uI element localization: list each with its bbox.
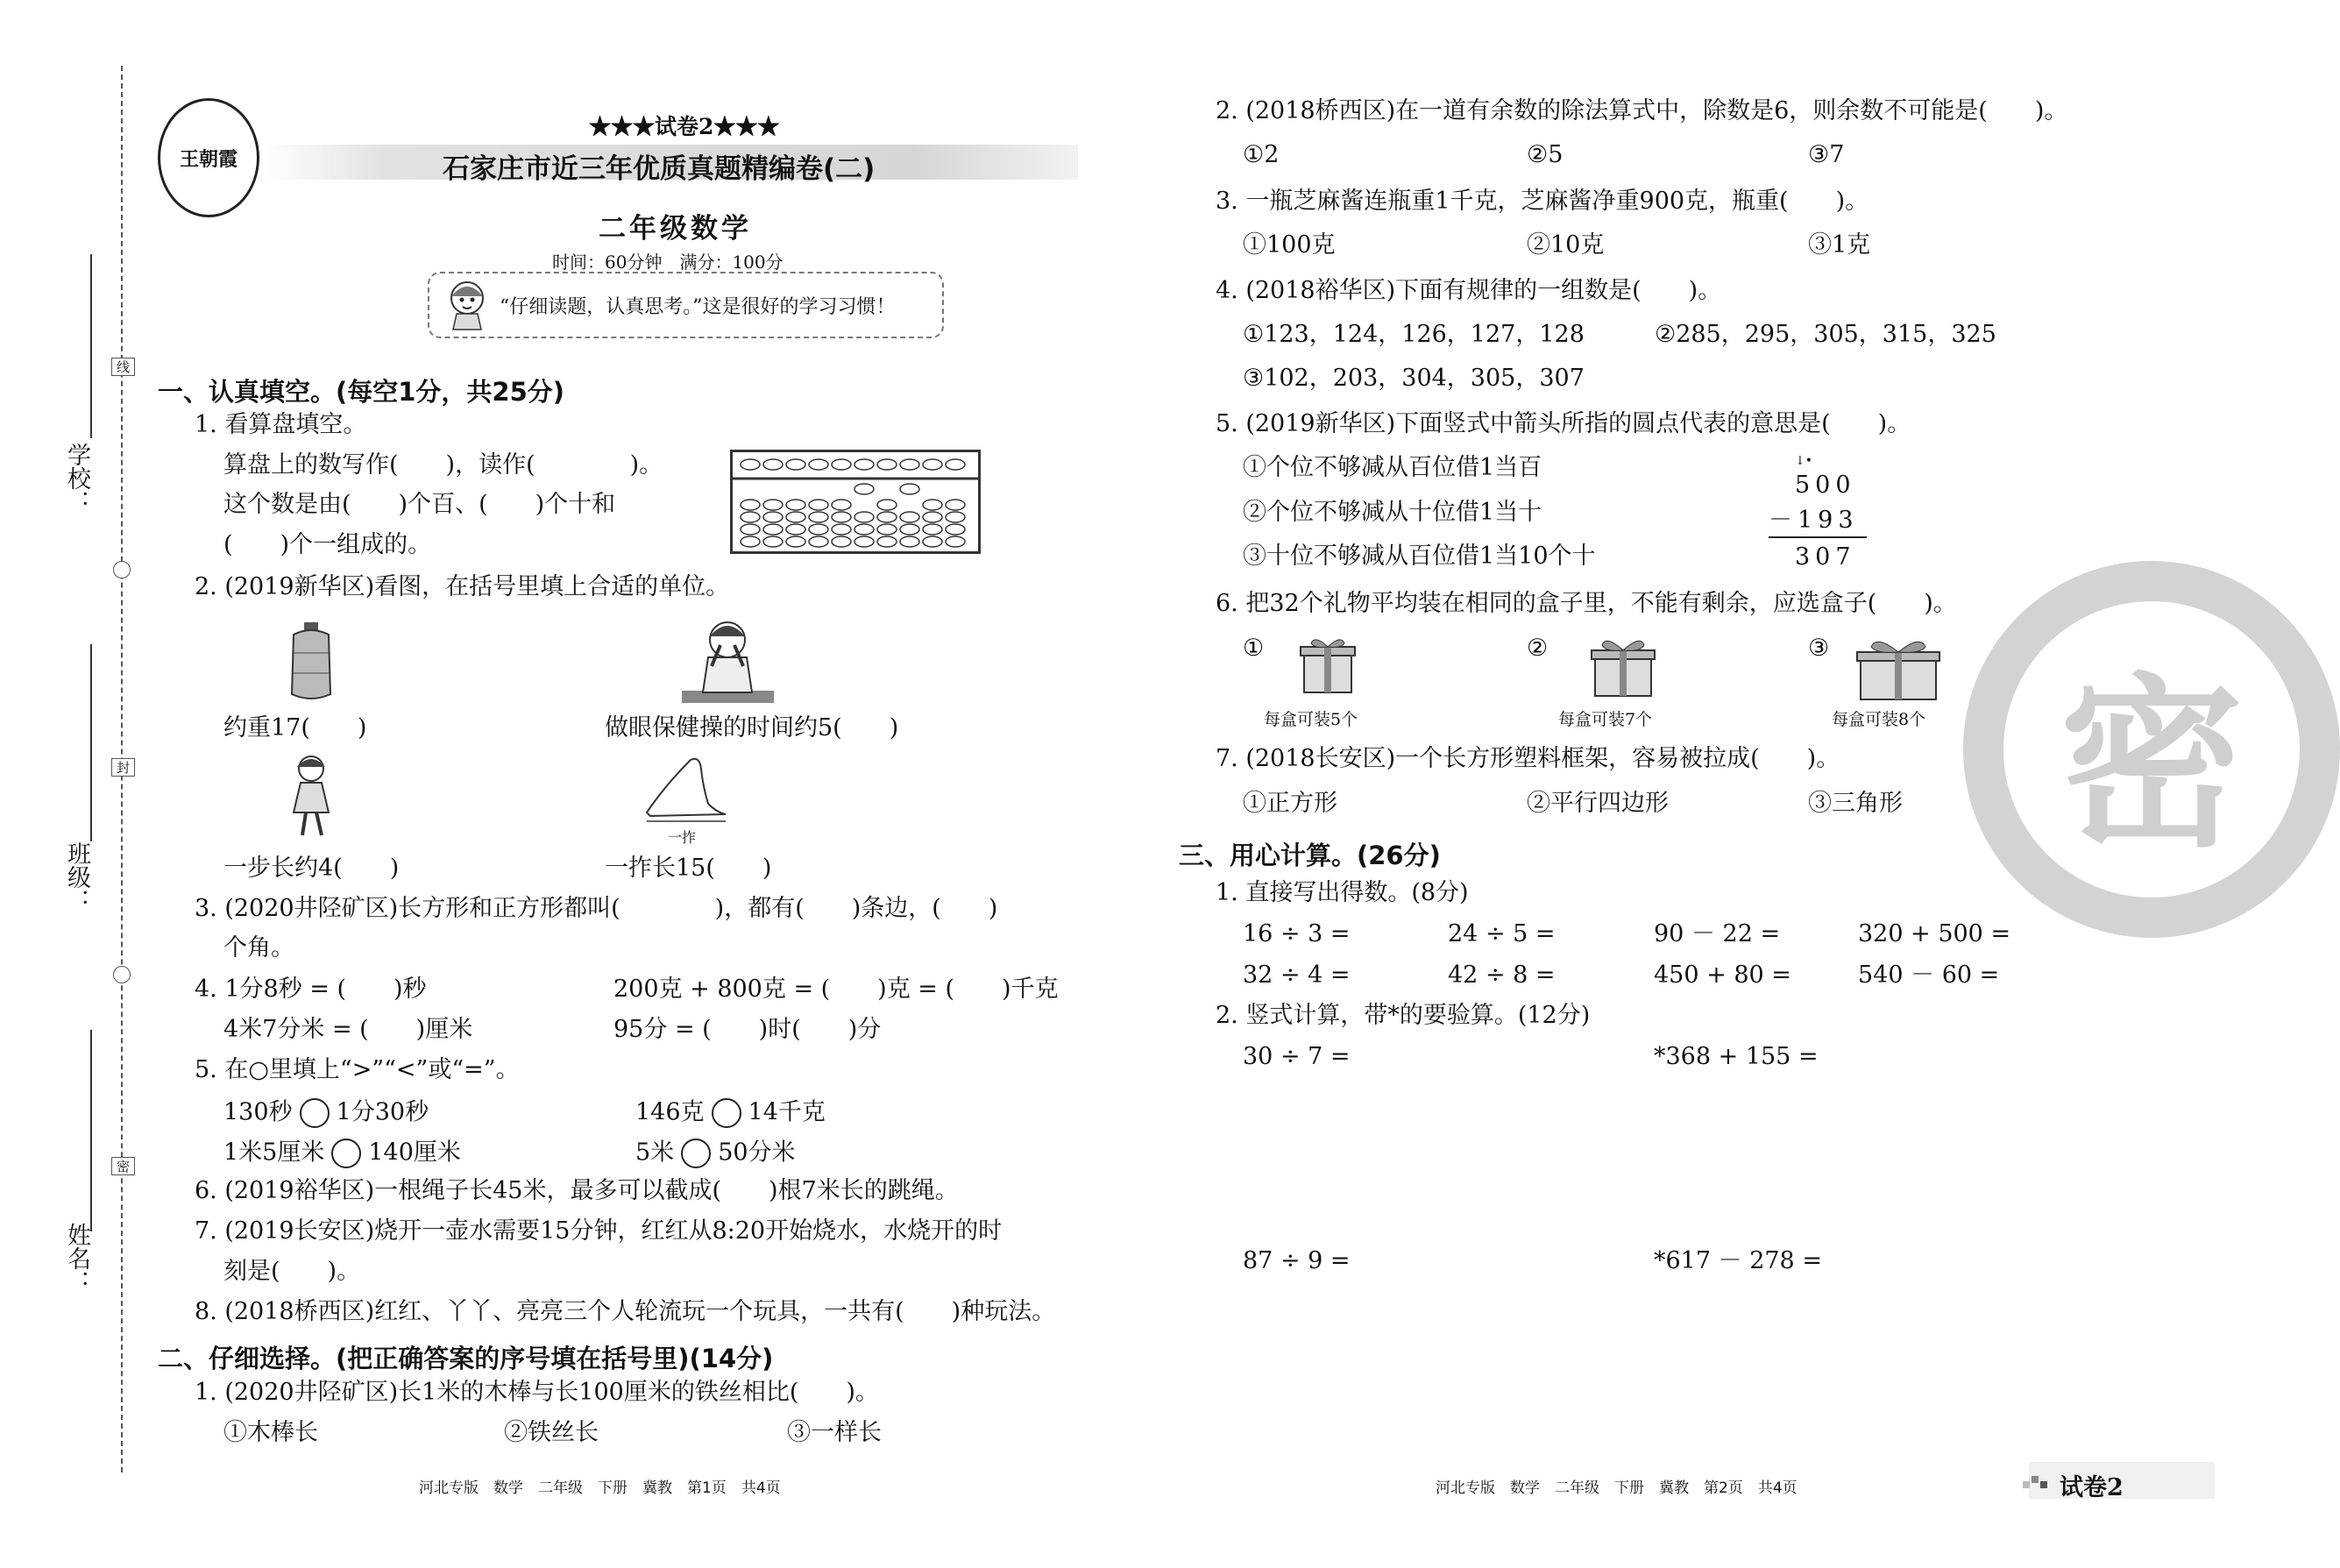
s1-q3-line2: 个角。 bbox=[223, 934, 294, 961]
name-blank bbox=[90, 1030, 92, 1231]
s1-q6: 6. (2019裕华区)一根绳子长45米，最多可以截成( )根7米长的跳绳。 bbox=[195, 1177, 959, 1204]
s2-q6-cap2: 每盒可装7个 bbox=[1558, 710, 1653, 729]
s1-q2-a: 约重17( ) bbox=[223, 714, 367, 741]
s2-q2-opt3: ③7 bbox=[1808, 141, 1845, 168]
bind-mark-mi: 密 bbox=[111, 1157, 135, 1175]
gift-box-icon bbox=[1299, 635, 1357, 694]
bind-mark-xian: 线 bbox=[111, 358, 135, 376]
bind-mark-feng: 封 bbox=[111, 758, 135, 777]
vertical-calc-sub: －193 bbox=[1769, 507, 1859, 534]
tip-text: “仔细读题，认真思考。”这是很好的学习习惯！ bbox=[500, 296, 896, 318]
s1-q5-b: 146克 14千克 bbox=[635, 1098, 826, 1128]
s1-q4-c: 4米7分米 = ( )厘米 bbox=[223, 1016, 473, 1043]
s2-q7-opt2: ②平行四边形 bbox=[1527, 790, 1669, 817]
abacus-image bbox=[730, 450, 981, 554]
s2-q6-cap1: 每盒可装5个 bbox=[1264, 710, 1358, 729]
water-jug-icon bbox=[285, 622, 337, 701]
class-blank bbox=[90, 644, 92, 841]
footer-left: 河北专版 数学 二年级 下册 冀教 第1页 共4页 bbox=[419, 1479, 781, 1497]
boy-eye-exercise-icon bbox=[682, 614, 774, 706]
s1-q4-d: 95分 = ( )时( )分 bbox=[613, 1016, 882, 1043]
s2-q4-opt3: ③102，203，304，305，307 bbox=[1243, 365, 1585, 392]
calc-item: 450 + 80 = bbox=[1654, 961, 1791, 989]
s2-q2: 2. (2018桥西区)在一道有余数的除法算式中，除数是6，则余数不可能是( )。 bbox=[1216, 97, 2068, 124]
section2-title: 二、仔细选择。(把正确答案的序号填在括号里)(14分) bbox=[158, 1344, 774, 1373]
s3-q2-title: 2. 竖式计算，带*的要验算。(12分) bbox=[1216, 1002, 1591, 1029]
gift-box-icon bbox=[1854, 635, 1943, 701]
vertical-calc-top: 500 bbox=[1795, 472, 1856, 499]
squares-icon bbox=[2023, 1472, 2047, 1488]
calc-item: 24 ÷ 5 = bbox=[1448, 920, 1556, 947]
s1-q4-b: 200克 + 800克 = ( )克 = ( )千克 bbox=[613, 976, 1059, 1003]
brand-logo: 王朝霞 bbox=[158, 98, 259, 217]
s2-q2-opt2: ②5 bbox=[1527, 141, 1564, 168]
footer-right: 河北专版 数学 二年级 下册 冀教 第2页 共4页 bbox=[1436, 1479, 1798, 1497]
s2-q5-opt3: ③十位不够减从百位借1当10个十 bbox=[1243, 543, 1596, 570]
s2-q3: 3. 一瓶芝麻酱连瓶重1千克，芝麻酱净重900克，瓶重( )。 bbox=[1216, 188, 1869, 215]
page-title: 石家庄市近三年优质真题精编卷(二) bbox=[443, 153, 876, 185]
compare-circle[interactable] bbox=[712, 1098, 741, 1128]
s1-q4-a: 4. 1分8秒 = ( )秒 bbox=[195, 976, 427, 1003]
s1-q5-a: 130秒 1分30秒 bbox=[223, 1098, 429, 1128]
s2-q3-opt2: ②10克 bbox=[1527, 231, 1605, 259]
s2-q6-num2: ② bbox=[1527, 635, 1549, 662]
section1-title: 一、认真填空。(每空1分，共25分) bbox=[158, 377, 565, 407]
compare-circle[interactable] bbox=[300, 1098, 330, 1128]
s1-q7-line1: 7. (2019长安区)烧开一壶水需要15分钟，红红从8:20开始烧水，水烧开的时 bbox=[195, 1217, 1003, 1245]
s1-q8: 8. (2018桥西区)红红、丫丫、亮亮三个人轮流玩一个玩具，一共有( )种玩法。 bbox=[195, 1298, 1056, 1325]
binding-hole-icon bbox=[113, 561, 131, 578]
compare-circle[interactable] bbox=[681, 1139, 711, 1168]
vertical-calc-item: 30 ÷ 7 = bbox=[1243, 1043, 1351, 1070]
calc-item: 16 ÷ 3 = bbox=[1243, 920, 1351, 947]
s2-q1-opt2: ②铁丝长 bbox=[504, 1419, 599, 1446]
s1-q5-d: 5米 50分米 bbox=[635, 1139, 796, 1168]
s1-q2-title: 2. (2019新华区)看图，在括号里填上合适的单位。 bbox=[195, 573, 730, 600]
s2-q7: 7. (2018长安区)一个长方形塑料框架，容易被拉成( )。 bbox=[1216, 745, 1840, 772]
s2-q4-opt1: ①123，124，126，127，128 bbox=[1243, 321, 1585, 348]
vertical-calc-item: *617 － 278 = bbox=[1654, 1247, 1822, 1274]
s1-q3-line1: 3. (2020井陉矿区)长方形和正方形都叫( )，都有( )条边，( ) bbox=[195, 895, 998, 922]
calc-item: 540 － 60 = bbox=[1858, 961, 2000, 989]
s2-q6: 6. 把32个礼物平均装在相同的盒子里，不能有剩余，应选盒子( )。 bbox=[1216, 590, 1957, 617]
s2-q4-opt2: ②285，295，305，315，325 bbox=[1655, 321, 1996, 348]
s2-q3-opt3: ③1克 bbox=[1808, 231, 1871, 259]
s2-q6-num1: ① bbox=[1243, 635, 1265, 662]
section3-title: 三、用心计算。(26分) bbox=[1179, 841, 1441, 870]
s1-q5-c: 1米5厘米 140厘米 bbox=[223, 1139, 461, 1168]
s2-q1: 1. (2020井陉矿区)长1米的木棒与长100厘米的铁丝相比( )。 bbox=[195, 1379, 879, 1406]
school-label: 学校： bbox=[63, 443, 90, 514]
s2-q5: 5. (2019新华区)下面竖式中箭头所指的圆点代表的意思是( )。 bbox=[1216, 410, 1911, 437]
s2-q7-opt3: ③三角形 bbox=[1808, 790, 1903, 817]
vertical-calc-item: 87 ÷ 9 = bbox=[1243, 1247, 1351, 1274]
vertical-calc-result: 307 bbox=[1795, 543, 1856, 571]
s2-q6-cap3: 每盒可装8个 bbox=[1832, 710, 1926, 729]
name-label: 姓名： bbox=[63, 1223, 90, 1294]
vertical-calc-item: *368 + 155 = bbox=[1654, 1043, 1819, 1070]
s1-q1-line2: 这个数是由( )个百、( )个十和 bbox=[223, 491, 616, 518]
compare-circle[interactable] bbox=[331, 1139, 361, 1168]
class-label: 班级： bbox=[63, 841, 90, 912]
s2-q5-opt1: ①个位不够减从百位借1当百 bbox=[1243, 454, 1542, 481]
s2-q1-opt1: ①木棒长 bbox=[223, 1419, 318, 1446]
calc-item: 320 + 500 = bbox=[1858, 920, 2011, 947]
s1-q5-title: 5. 在○里填上“>”“<”或“=”。 bbox=[195, 1056, 520, 1083]
girl-cartoon-icon bbox=[441, 277, 493, 331]
secret-watermark: 密 bbox=[1963, 561, 2340, 938]
binding-hole-icon bbox=[113, 966, 131, 983]
s3-q1-title: 1. 直接写出得数。(8分) bbox=[1216, 879, 1469, 906]
exam-tag-footer: 试卷2 bbox=[2060, 1474, 2124, 1501]
s1-q2-b: 做眼保健操的时间约5( ) bbox=[605, 714, 899, 741]
s2-q6-num3: ③ bbox=[1808, 635, 1830, 662]
s2-q5-opt2: ②个位不够减从十位借1当十 bbox=[1243, 499, 1542, 526]
calc-item: 32 ÷ 4 = bbox=[1243, 961, 1351, 989]
hand-span-icon bbox=[638, 751, 734, 826]
s2-q2-opt1: ①2 bbox=[1243, 141, 1280, 168]
s2-q4: 4. (2018裕华区)下面有规律的一组数是( )。 bbox=[1216, 277, 1722, 304]
s1-q1-line1: 算盘上的数写作( )，读作( )。 bbox=[223, 451, 663, 479]
subject-title: 二年级数学 bbox=[599, 213, 752, 245]
s2-q3-opt1: ①100克 bbox=[1243, 231, 1336, 259]
arrow-dot-icon: ↓• bbox=[1795, 454, 1812, 468]
hand-span-caption: 一拃 bbox=[668, 829, 697, 846]
s1-q1-line3: ( )个一组成的。 bbox=[223, 531, 432, 558]
s1-q1-title: 1. 看算盘填空。 bbox=[195, 411, 367, 438]
s1-q2-d: 一拃长15( ) bbox=[605, 855, 772, 882]
calc-item: 42 ÷ 8 = bbox=[1448, 961, 1556, 989]
calc-item: 90 － 22 = bbox=[1654, 920, 1781, 947]
s1-q7-line2: 刻是( )。 bbox=[223, 1258, 361, 1285]
s2-q7-opt1: ①正方形 bbox=[1243, 790, 1337, 817]
school-blank bbox=[90, 254, 92, 438]
gift-box-icon bbox=[1588, 635, 1658, 698]
time-score: 时间：60分钟 满分：100分 bbox=[552, 252, 784, 273]
s2-q1-opt3: ③一样长 bbox=[787, 1419, 882, 1446]
calc-line bbox=[1769, 536, 1867, 538]
s1-q2-c: 一步长约4( ) bbox=[223, 855, 400, 882]
exam-tag: ★★★试卷2★★★ bbox=[589, 114, 780, 139]
girl-walking-icon bbox=[285, 751, 337, 839]
